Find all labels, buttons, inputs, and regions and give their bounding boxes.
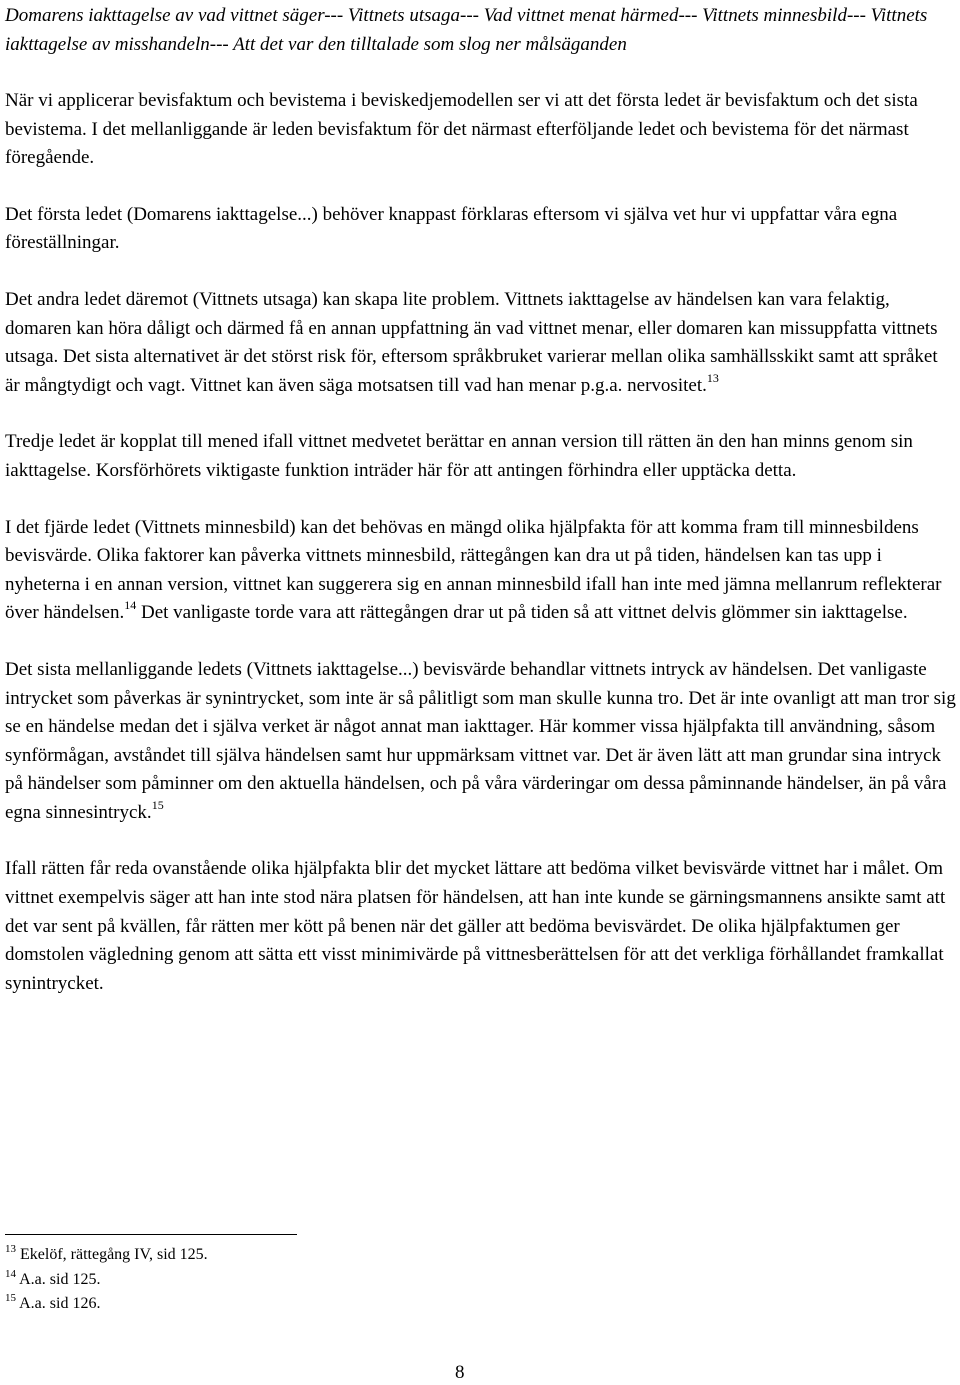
paragraph-6 <box>5 656 957 828</box>
paragraph-5-continuation: Det vanligaste torde vara att rättegången drar ut på tiden så att vittnet delvis glömmer sin iakttagelse. <box>136 602 908 624</box>
footnote-ref-13[interactable]: 13 <box>706 370 719 385</box>
paragraph-3-text: Det andra ledet däremot (Vittnets utsaga) kan skapa lite problem. Vittnets iakttagelse av händelsen kan vara felaktig, domaren kan höra dåligt och därmed få en annan uppfattning än vad vittnet menar, eller domaren kan missuppfatta vittnets utsaga. Det sista alternativet är det störst risk för, eftersom språkbruket varierar mellan olika samhällsskikt samt att språket är mångtydigt och vagt. Vittnet kan även säga motsatsen till vad han menar p.g.a. nervositet. <box>5 288 938 396</box>
footnote-15 <box>5 1292 605 1317</box>
footnote-text: Ekelöf, rättegång IV, sid 125. <box>20 1246 208 1263</box>
footnote-number: 13 <box>5 1243 16 1255</box>
footnote-text: A.a. sid 126. <box>19 1295 101 1312</box>
paragraph-7: Ifall rätten får reda ovanstående olika hjälpfakta blir det mycket lättare att bedöma vilket bevisvärde vittnet har i målet. Om vittnet exempelvis säger att han inte stod nära platsen för händelsen, att han inte kunde se gärningsmannens ansikte samt att det var sent på kvällen, får rätten mer kött på benen när det gäller att bedöma bevisvärdet. De olika hjälpfaktumen ger domstolen vägledning genom att sätta ett visst minimivärde på vittnesberättelsen för att det verkliga förhållandet framkallat synintrycket. <box>5 858 946 994</box>
paragraph-3 <box>5 286 957 400</box>
footnote-number: 15 <box>5 1292 16 1304</box>
footnotes <box>5 1243 605 1317</box>
footnote-ref-14[interactable]: 14 <box>124 598 137 613</box>
page-number: 8 <box>455 1362 465 1383</box>
footnote-separator <box>5 1234 297 1235</box>
paragraph-5 <box>5 514 957 628</box>
paragraph-6-text: Det sista mellanliggande ledets (Vittnets iakttagelse...) bevisvärde behandlar vittnets intryck av händelsen. Det vanligaste intrycket som påverkas är synintrycket, som inte är så pålitligt som man skulle kunna tro. Det är inte ovanligt att man tror sig se en händelse medan det i själva verket är något annat man iakttager. Här kommer vissa hjälpfakta till användning, såsom synförmågan, avståndet till själva händelsen samt hur uppmärksam vittnet var. Det är även lätt att man grundar sina intryck på händelser som påminner om den aktuella händelsen, och på våra värderingar om dessa påminnande händelser, än på våra egna sinnesintryck. <box>5 658 956 823</box>
paragraph-5-text: I det fjärde ledet (Vittnets minnesbild) kan det behövas en mängd olika hjälpfakta för att komma fram till minnesbildens bevisvärde. Olika faktorer kan påverka vittnets minnesbild, rättegången kan dra ut på tiden, händelsen kan tas upp i nyheterna i en annan version, vittnet kan suggerera sig en annan minnesbild ifall han inte med jämna mellanrum reflekterar över händelsen. <box>5 516 942 624</box>
paragraph-2: Det första ledet (Domarens iakttagelse...) behöver knappast förklaras eftersom vi själva vet hur vi uppfattar våra egna föreställningar. <box>5 203 898 254</box>
footnote-ref-15[interactable]: 15 <box>151 797 164 812</box>
paragraph-4: Tredje ledet är kopplat till mened ifall vittnet medvetet berättar en annan version till rätten än den han minns genom sin iakttagelse. Korsförhörets viktigaste funktion inträder här för att antingen förhindra eller upptäcka detta. <box>5 431 913 481</box>
footnote-text: A.a. sid 125. <box>19 1270 101 1288</box>
paragraph-1: När vi applicerar bevisfaktum och bevistema i beviskedjemodellen ser vi att det första ledet är bevisfaktum och det sista bevistema. I det mellanliggande är leden bevisfaktum för det närmast efterföljande ledet och bevistema för det närmast föregående. <box>5 90 918 169</box>
footnote-number: 14 <box>5 1267 16 1280</box>
footnote-14 <box>5 1268 605 1293</box>
footnote-13 <box>5 1243 605 1268</box>
document-page <box>5 0 957 998</box>
chain-heading: Domarens iakttagelse av vad vittnet säger--- Vittnets utsaga--- Vad vittnet menat härmed--- Vittnets minnesbild--- Vittnets iakttagelse av misshandeln--- Att det var den tilltalade som slog ner målsäganden <box>5 5 928 55</box>
